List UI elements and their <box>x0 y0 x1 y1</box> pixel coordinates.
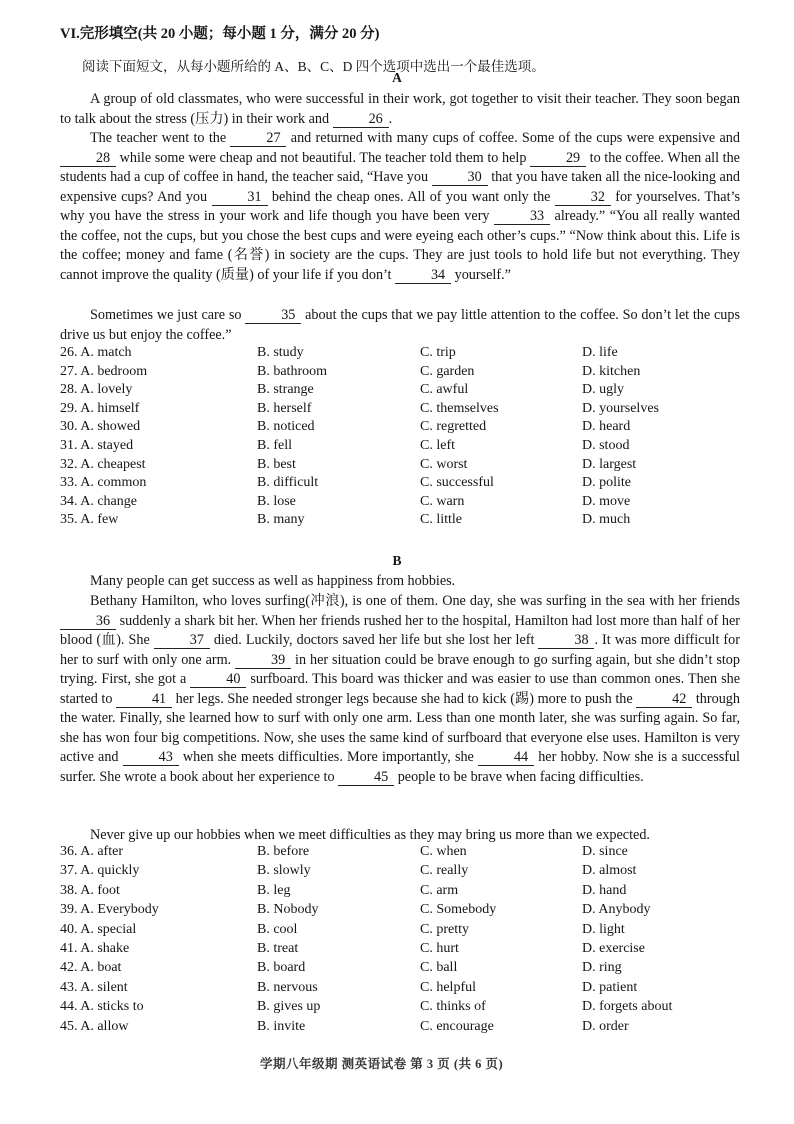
section-title: VI.完形填空(共 20 小题；每小题 1 分，满分 20 分) <box>60 26 380 42</box>
option-b: B. treat <box>257 940 299 956</box>
option-d: D. ring <box>582 960 622 976</box>
option-a: 35. A. few <box>60 512 119 528</box>
passage-text: people to be brave when facing difficulties. <box>394 768 644 785</box>
option-a: 33. A. common <box>60 475 147 491</box>
option-b: B. difficult <box>257 475 319 491</box>
option-a: 44. A. sticks to <box>60 999 144 1015</box>
option-c: C. left <box>420 437 455 453</box>
option-b: B. best <box>257 456 296 472</box>
option-d: D. exercise <box>582 940 645 956</box>
option-d: D. kitchen <box>582 363 641 379</box>
passage-text: Never give up our hobbies when we meet difficulties as they may bring us more than we expected. <box>90 827 650 843</box>
blank-30: 30 <box>432 169 488 186</box>
options-a <box>60 344 760 530</box>
blank-35: 35 <box>245 307 301 324</box>
option-b: B. invite <box>257 1018 306 1034</box>
blank-44: 44 <box>478 749 534 766</box>
option-d: D. hand <box>582 882 627 898</box>
option-row <box>60 958 760 977</box>
option-d: D. patient <box>582 979 638 995</box>
option-d: D. almost <box>582 863 637 879</box>
option-row <box>60 1017 760 1036</box>
blank-42: 42 <box>636 691 692 708</box>
passage-text: behind the cheap ones. All of you want only the <box>267 188 555 205</box>
option-d: D. heard <box>582 419 631 435</box>
passage-text: Bethany Hamilton, who loves surfing(冲浪), is one of them. One day, she was surfing in the sea with her friends <box>90 593 740 609</box>
option-b: B. board <box>257 960 306 976</box>
option-row <box>60 344 760 363</box>
blank-32: 32 <box>555 189 611 206</box>
passage-b-label: B <box>392 553 402 568</box>
passage-text: surfboard. This board was thicker and was easier to use than common ones. Then she started to <box>60 671 740 707</box>
option-a: 27. A. bedroom <box>60 363 148 379</box>
option-d: D. stood <box>582 437 630 453</box>
option-c: C. pretty <box>420 921 469 937</box>
passage-a-paragraph <box>60 90 740 129</box>
option-b: B. before <box>257 844 310 859</box>
blank-37: 37 <box>154 632 210 649</box>
option-a: 34. A. change <box>60 493 137 509</box>
option-d: D. light <box>582 921 625 937</box>
passage-text: already.” “You all really wanted the coffee, not the cups, but you chose the best cups and were eyeing each other’s cups.” “Now think about this. Life is the coffee; money and fame (名誉) in society are the cups. They are just tools to hold life but not everything. They cannot improve the quality (质量) of your life if you don’t <box>60 208 740 283</box>
blank-29: 29 <box>530 150 586 167</box>
option-b: B. slowly <box>257 863 311 879</box>
option-c: C. awful <box>420 382 469 398</box>
option-b: B. strange <box>257 382 314 398</box>
passage-text: about the cups that we pay little attention to the coffee. So don’t let the cups drive us but enjoy the coffee.” <box>60 307 740 343</box>
option-d: D. forgets about <box>582 999 673 1015</box>
option-d: D. life <box>582 345 618 360</box>
option-a: 45. A. allow <box>60 1018 129 1034</box>
option-c: C. successful <box>420 475 494 491</box>
passage-text: in her situation could be brave enough to go surfing again, but she didn’t stop trying. First, she got a <box>60 651 740 687</box>
option-c: C. warn <box>420 493 465 509</box>
option-c: C. hurt <box>420 940 459 956</box>
option-c: C. little <box>420 512 462 528</box>
option-b: B. study <box>257 345 304 360</box>
option-b: B. herself <box>257 400 312 416</box>
blank-28: 28 <box>60 150 116 167</box>
passage-text: when she meets difficulties. More importantly, she <box>178 749 479 765</box>
option-c: C. thinks of <box>420 999 486 1015</box>
option-c: C. garden <box>420 363 475 379</box>
option-a: 26. A. match <box>60 345 132 360</box>
option-d: D. largest <box>582 456 637 472</box>
blank-26: 26 <box>333 111 389 128</box>
passage-text: suddenly a shark bit her. When her friends rushed her to the hospital, Hamilton had lost more than half of her blood (血). She <box>60 612 740 648</box>
option-b: B. noticed <box>257 419 315 435</box>
blank-38: 38 <box>538 632 594 649</box>
option-d: D. move <box>582 493 631 509</box>
option-row <box>60 363 760 382</box>
option-b: B. Nobody <box>257 902 319 918</box>
passage-text: Many people can get success as well as happiness from hobbies. <box>90 573 456 589</box>
option-b: B. lose <box>257 493 296 509</box>
blank-43: 43 <box>123 749 179 766</box>
option-c: C. themselves <box>420 400 499 416</box>
option-c: C. worst <box>420 456 468 472</box>
option-d: D. ugly <box>582 382 624 398</box>
passage-text: The teacher went to the <box>90 130 231 146</box>
option-row <box>60 437 760 456</box>
option-row <box>60 861 760 880</box>
option-d: D. order <box>582 1018 629 1034</box>
passage-text: for yourselves. That’s why you have the stress in your work and life though you have been very <box>60 188 740 224</box>
passage-text: while some were cheap and not beautiful. The teacher told them to help <box>116 149 531 166</box>
option-d: D. yourselves <box>582 400 659 416</box>
blank-34: 34 <box>395 267 451 284</box>
option-b: B. nervous <box>257 979 318 995</box>
blank-36: 36 <box>60 613 116 630</box>
option-d: D. much <box>582 512 631 528</box>
passage-text: her hobby. Now she is a successful surfer. She wrote a book about her experience to <box>60 749 741 785</box>
option-d: D. polite <box>582 475 631 491</box>
passage-text: . <box>388 110 393 127</box>
option-row <box>60 493 760 512</box>
option-d: D. since <box>582 844 628 859</box>
option-row <box>60 511 760 530</box>
blank-39: 39 <box>235 652 291 669</box>
option-a: 39. A. Everybody <box>60 902 159 918</box>
option-c: C. really <box>420 863 469 879</box>
option-row <box>60 456 760 475</box>
option-a: 38. A. foot <box>60 882 120 898</box>
option-row <box>60 997 760 1016</box>
blank-45: 45 <box>338 769 394 786</box>
option-row <box>60 381 760 400</box>
blank-31: 31 <box>212 189 268 206</box>
option-c: C. when <box>420 844 467 859</box>
blank-27: 27 <box>230 130 286 147</box>
option-a: 31. A. stayed <box>60 437 134 453</box>
option-a: 43. A. silent <box>60 979 128 995</box>
passage-text: yourself.” <box>451 266 511 283</box>
option-c: C. encourage <box>420 1018 494 1034</box>
passage-text: Sometimes we just care so <box>90 307 246 323</box>
option-d: D. Anybody <box>582 902 651 918</box>
option-c: C. trip <box>420 345 456 360</box>
option-b: B. bathroom <box>257 363 327 379</box>
option-a: 40. A. special <box>60 921 137 937</box>
blank-41: 41 <box>116 691 172 708</box>
instructions: 阅读下面短文，从每小题所给的 A、B、C、D 四个选项中选出一个最佳选项。 <box>82 59 545 74</box>
option-a: 28. A. lovely <box>60 382 133 398</box>
option-b: B. fell <box>257 437 292 453</box>
option-c: C. Somebody <box>420 902 497 918</box>
option-row <box>60 474 760 493</box>
passage-a-paragraph <box>60 129 740 285</box>
option-row <box>60 400 760 419</box>
passage-text: and returned with many cups of coffee. Some of the cups were expensive and <box>286 130 740 146</box>
option-b: B. cool <box>257 921 298 937</box>
passage-text: A group of old classmates, who were successful in their work, got together to visit their teacher. They soon began to talk about the stress (压力) in their work and <box>60 91 740 127</box>
option-a: 41. A. shake <box>60 940 130 956</box>
option-row <box>60 978 760 997</box>
passage-b-paragraph <box>60 592 740 787</box>
option-b: B. leg <box>257 882 291 898</box>
passage-b-paragraph <box>60 572 740 592</box>
option-b: B. gives up <box>257 999 321 1015</box>
option-a: 36. A. after <box>60 844 123 859</box>
option-b: B. many <box>257 512 305 528</box>
blank-40: 40 <box>190 671 246 688</box>
option-row <box>60 920 760 939</box>
passage-text: that you have taken all the nice-looking and expensive cups? And you <box>60 169 741 205</box>
passage-text: to the coffee. When all the students had a cup of coffee in hand, the teacher said, “Have you <box>60 149 740 185</box>
page-footer: 学期八年级期 测英语试卷 第 3 页 (共 6 页) <box>260 1057 504 1071</box>
option-row <box>60 900 760 919</box>
passage-text: died. Luckily, doctors saved her life but she lost her left <box>209 632 539 648</box>
option-a: 37. A. quickly <box>60 863 140 879</box>
option-row <box>60 842 760 861</box>
passage-text: through the water. Finally, she learned how to surf with only one arm. Less than one month later, she was surfing again. So far, she has won four big competitions. Now, she uses the same kind of surfboard that everyone else uses. Hamilton is very active and <box>60 690 740 765</box>
option-row <box>60 881 760 900</box>
option-a: 30. A. showed <box>60 419 141 435</box>
passage-a-paragraph <box>60 306 740 345</box>
passage-text: . It was more difficult for her to surf with only one arm. <box>60 632 740 668</box>
options-b <box>60 842 760 1036</box>
option-row <box>60 939 760 958</box>
passage-a-label: A <box>392 70 402 85</box>
option-a: 29. A. himself <box>60 400 140 416</box>
option-c: C. helpful <box>420 979 476 995</box>
option-c: C. ball <box>420 960 458 976</box>
option-c: C. regretted <box>420 419 487 435</box>
option-a: 32. A. cheapest <box>60 456 146 472</box>
passage-text: her legs. She needed stronger legs because she had to kick (踢) more to push the <box>172 690 637 707</box>
option-c: C. arm <box>420 882 459 898</box>
option-row <box>60 418 760 437</box>
option-a: 42. A. boat <box>60 960 122 976</box>
blank-33: 33 <box>494 208 550 225</box>
